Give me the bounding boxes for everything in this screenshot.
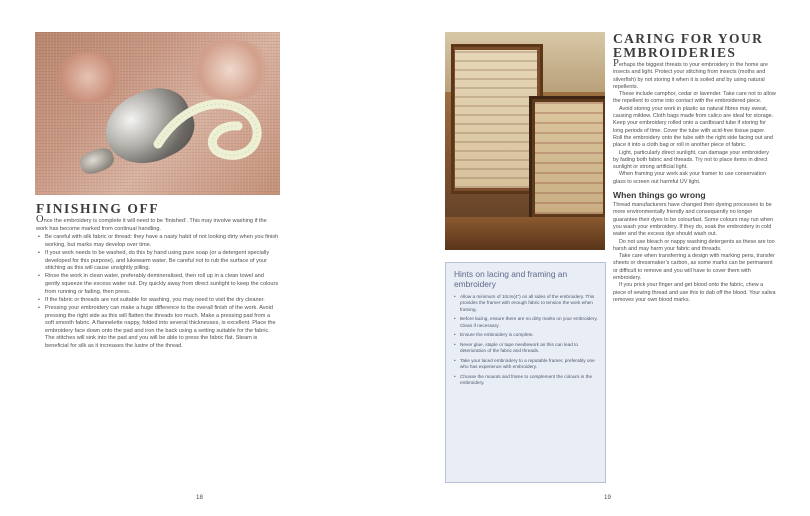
- paragraph: Light, particularly direct sunlight, can damage your embroidery by fading both fabric and threads. Try not to place items in direct sunlight or strong artificial light.: [613, 149, 769, 171]
- list-item: • Rinse the work in clean water, preferably demineralised, then roll up in a clean towel and gently squeeze the excess water out. Dry quickly away from direct sunlight to keep the colours from running or fading, then press.: [36, 273, 280, 296]
- paragraph: Thread manufacturers have changed their dyeing processes to be more environmentally friendly and consequently no longer guarantee their dyes to be colourfast. Some colours may run when you wash your embroidery. If they do, soak the embroidery in cold water and the excess dye should wash out.: [613, 202, 774, 238]
- table-shape: [445, 217, 605, 250]
- list-item: • Be careful with silk fabric or thread: they have a nasty habit of not looking dirty when you finish working, but marks may develop over time.: [36, 234, 280, 249]
- paragraph: When framing your work ask your framer to use conservation glass to screen out harmful UV light.: [613, 171, 766, 185]
- list-item: • Never glue, staple or tape needlework as this can lead to deterioration of the fabric and threads.: [453, 342, 603, 355]
- finishing-bullet-list: [36, 234, 280, 350]
- hints-title: Hints on lacing and framing an embroidery: [454, 269, 568, 290]
- iron-photo: [35, 32, 280, 195]
- list-item: • Ensure the embroidery is complete.: [453, 332, 603, 338]
- caring-heading: CARING FOR YOUR EMBROIDERIES: [613, 31, 764, 60]
- drop-cap: P: [613, 58, 619, 69]
- paragraph: Take care when transferring a design with marking pens, transfer sheets or dressmaker’s carbon, as some marks can be permanent or difficult to remove and you will have to cover them with embroidery.: [613, 253, 775, 282]
- intro-text: nce the embroidery is complete it will need to be ‘finished’. This may involve washing if the work has become marked from continual handling.: [36, 218, 267, 232]
- caring-body: [613, 60, 776, 304]
- list-item: • Take your laced embroidery to a reputable framer, preferably one who has experience with embroidery.: [453, 358, 603, 371]
- paragraph: Do not use bleach or nappy washing detergents as these are too harsh and may harm your fabric and threads.: [613, 238, 775, 252]
- finishing-off-heading: FINISHING OFF: [36, 201, 160, 216]
- framed-samplers-photo: [445, 32, 605, 250]
- list-item: • Choose the mounts and frame to complement the colours in the embroidery.: [453, 374, 603, 387]
- sampler-shape: [535, 102, 603, 214]
- hints-list: [453, 294, 603, 390]
- paragraph: If you prick your finger and get blood onto the fabric, chew a piece of sewing thread and use this to dab off the blood. Your saliva removes your own blood marks.: [613, 282, 776, 303]
- list-item: • Before lacing, ensure there are no dirty marks on your embroidery. Clean if necessary.: [453, 316, 603, 329]
- paragraph: Avoid storing your work in plastic as natural fibres may sweat, causing mildew. Cloth bags made from calico are ideal for storage. Keep your embroidery rolled onto a cardboard tube if storing for long periods of time. Cover the tube with acid-free tissue paper. Roll the embroidery onto the tube with the right side facing out and place it into a cloth bag or roll in another piece of fabric.: [613, 105, 774, 149]
- drop-cap: O: [36, 214, 44, 225]
- photo-bloom-shape: [53, 52, 123, 102]
- tape-measure-shape: [153, 84, 273, 174]
- paragraph-text: erhaps the biggest threats to your embroidery in the home are insects and light. Protect your stitching from insects (moths and silverfish) by not storing it when it is soiled and by using natural repellents.: [613, 62, 768, 90]
- finishing-off-body: [36, 216, 280, 351]
- when-things-go-wrong-heading: When things go wrong: [613, 190, 706, 201]
- paragraph: These include camphor, cedar or lavender. Take care not to allow the repellent to come into contact with the embroidered piece.: [613, 91, 776, 105]
- finishing-intro: [36, 216, 280, 233]
- list-item: • If your work needs to be washed, do this by hand using pure soap (or a detergent specially developed for this purpose), and lukewarm water. Be careful not to rub the surface of your stitching as this will cause unsightly pilling.: [36, 250, 280, 273]
- page-number-left: 18: [196, 494, 203, 501]
- list-item: • Pressing your embroidery can make a huge difference to the overall finish of the work. Avoid pressing the right side as this will flatten the threads too much. Make a pressing pad from a soft smooth fabric. A flannelette nappy, folded into several thicknesses, is excellent. Place the embroidery face down onto the pad and iron the back using a setting suitable for the fabric. The stitches will sink into the pad and you will be able to press the fabric flat. Steam is beneficial for silk as it increases the lustre of the thread.: [36, 305, 280, 350]
- list-item: • If the fabric or threads are not suitable for washing, you may need to visit the dry cleaner.: [36, 297, 280, 305]
- sampler-shape: [455, 50, 537, 188]
- list-item: • Allow a minimum of 10cm(4”) on all sides of the embroidery. This provides the framer with enough fabric to tension the work when framing.: [453, 294, 603, 313]
- page-number-right: 19: [604, 494, 611, 501]
- paragraph: [613, 60, 776, 91]
- hints-box: [445, 262, 606, 483]
